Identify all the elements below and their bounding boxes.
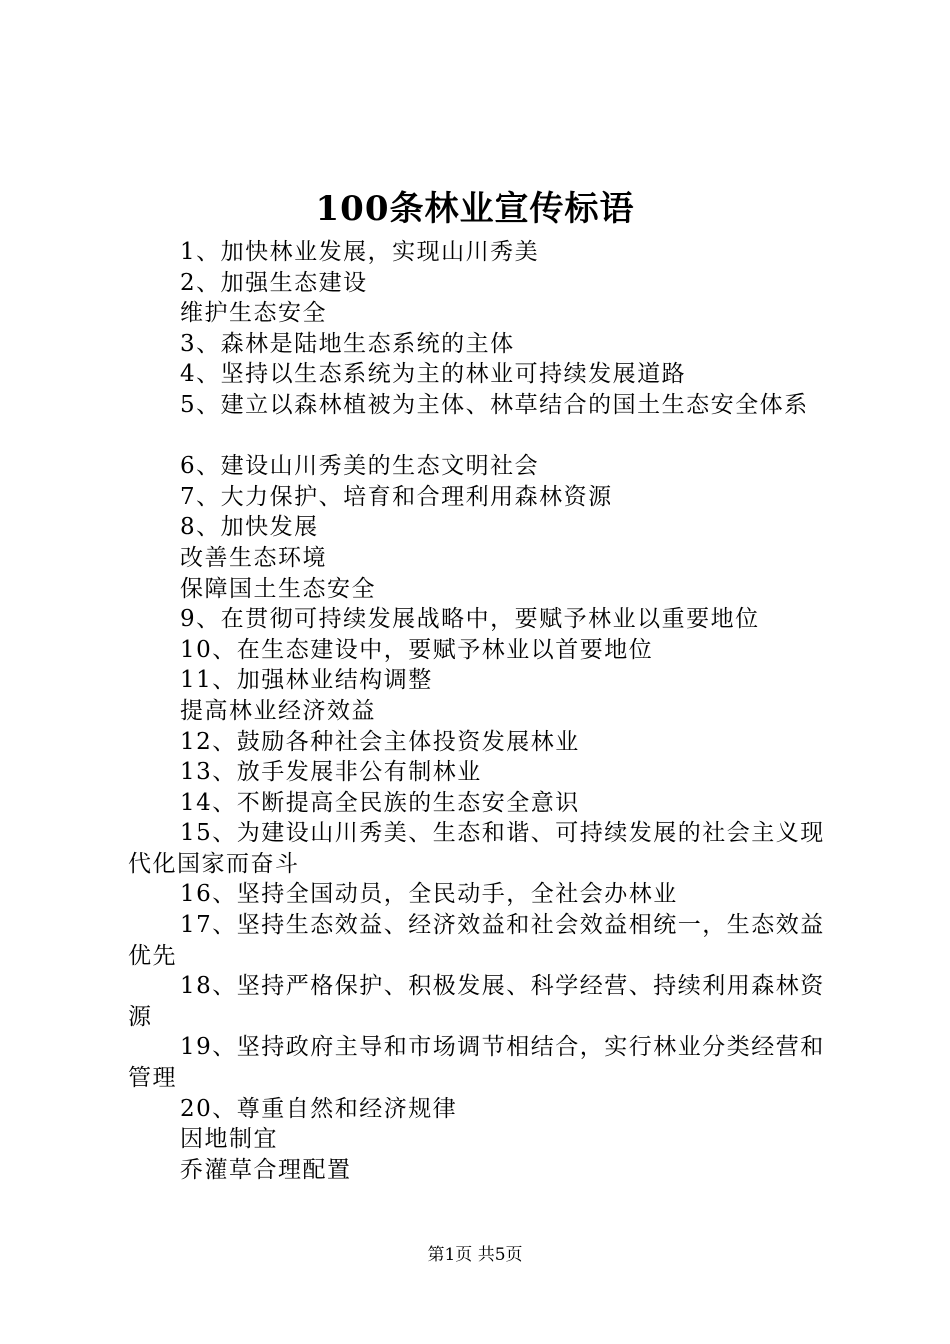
slogan-line: 10、在生态建设中，要赋予林业以首要地位 [180, 636, 654, 663]
slogan-line: 5、建立以森林植被为主体、林草结合的国土生态安全体系 [180, 391, 809, 418]
slogan-line: 12、鼓励各种社会主体投资发展林业 [180, 728, 580, 755]
slogan-line: 19、坚持政府主导和市场调节相结合，实行林业分类经营和管理 [128, 1034, 825, 1092]
slogan-line: 20、尊重自然和经济规律 [180, 1095, 458, 1122]
slogan-line: 维护生态安全 [180, 300, 327, 327]
slogan-line: 乔灌草合理配置 [180, 1156, 352, 1183]
slogan-line: 提高林业经济效益 [180, 697, 376, 724]
slogan-line: 6、建设山川秀美的生态文明社会 [180, 453, 540, 480]
slogan-line: 15、为建设山川秀美、生态和谐、可持续发展的社会主义现代化国家而奋斗 [128, 820, 825, 877]
slogan-line: 因地制宜 [180, 1126, 278, 1153]
document-body [128, 237, 828, 1185]
slogan-line: 4、坚持以生态系统为主的林业可持续发展道路 [180, 361, 687, 388]
slogan-line: 1、加快林业发展，实现山川秀美 [180, 239, 540, 265]
slogan-line: 改善生态环境 [180, 544, 327, 571]
slogan-line: 18、坚持严格保护、积极发展、科学经营、持续利用森林资源 [128, 973, 825, 1030]
slogan-line: 保障国土生态安全 [180, 575, 376, 602]
slogan-line: 7、大力保护、培育和合理利用森林资源 [180, 483, 613, 510]
slogan-line: 11、加强林业结构调整 [180, 667, 433, 694]
slogan-line: 8、加快发展 [180, 514, 319, 541]
slogan-line: 14、不断提高全民族的生态安全意识 [180, 789, 580, 816]
slogan-line: 13、放手发展非公有制林业 [180, 759, 482, 786]
slogan-line: 3、森林是陆地生态系统的主体 [180, 330, 515, 357]
slogan-line: 9、在贯彻可持续发展战略中，要赋予林业以重要地位 [180, 606, 760, 633]
blank-line [128, 421, 828, 452]
document-title: 100条林业宣传标语 [315, 189, 635, 229]
page-number: 第1页 共5页 [427, 1245, 523, 1265]
slogan-line: 16、坚持全国动员，全民动手，全社会办林业 [180, 881, 678, 908]
slogan-line: 2、加强生态建设 [180, 269, 368, 296]
slogan-line: 17、坚持生态效益、经济效益和社会效益相统一，生态效益优先 [128, 912, 825, 969]
